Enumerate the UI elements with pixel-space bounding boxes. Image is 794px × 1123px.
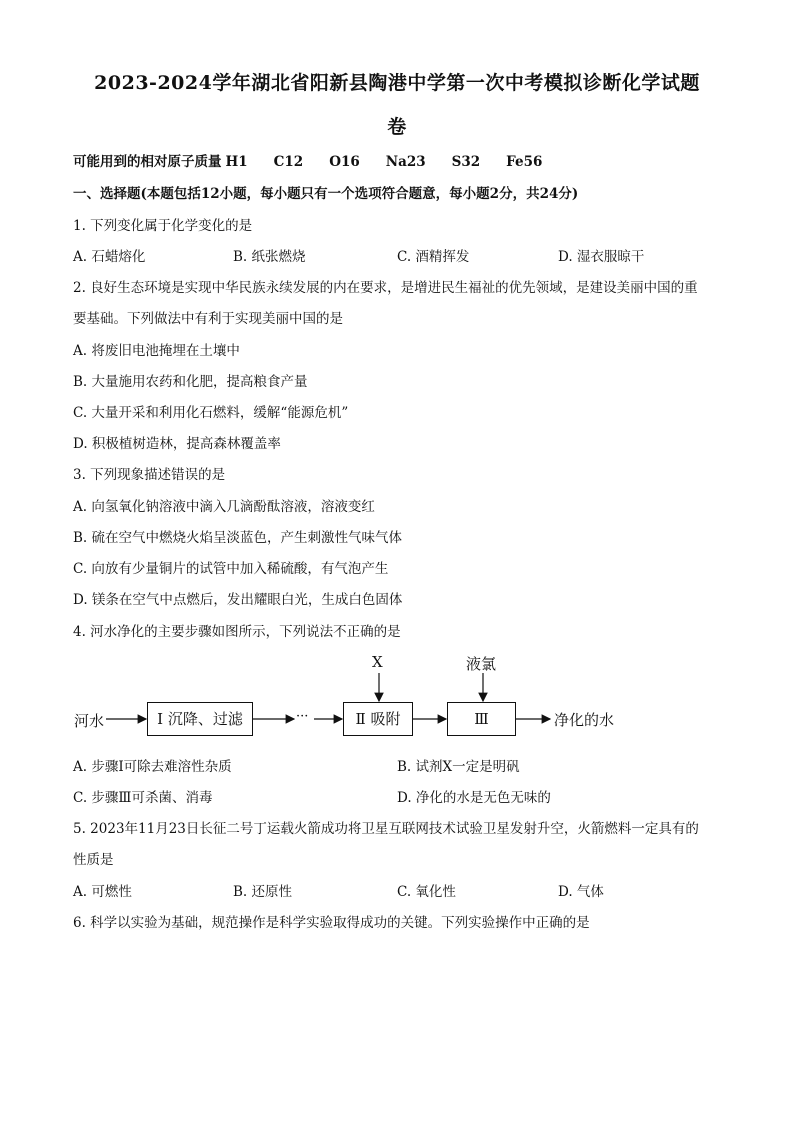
diagram-input-label: 河水 bbox=[74, 712, 105, 730]
question-6-stem: 6. 科学以实验为基础，规范操作是科学实验取得成功的关键。下列实验操作中正确的是 bbox=[73, 915, 590, 931]
question-4-option-d: D. 净化的水是无色无味的 bbox=[397, 790, 551, 806]
question-2-option-a: A. 将废旧电池掩埋在土壤中 bbox=[73, 343, 240, 359]
diagram-reagent-chlorine: 液氯 bbox=[466, 655, 497, 673]
question-4-option-b: B. 试剂X一定是明矾 bbox=[397, 759, 520, 775]
question-5-stem-line2: 性质是 bbox=[73, 852, 114, 868]
question-1-option-c: C. 酒精挥发 bbox=[397, 249, 470, 265]
diagram-step1-box: Ⅰ 沉降、过滤 bbox=[147, 702, 253, 736]
diagram-dots: ··· bbox=[296, 709, 309, 724]
question-2-option-b: B. 大量施用农药和化肥，提高粮食产量 bbox=[73, 374, 308, 390]
diagram-step3-box: Ⅲ bbox=[447, 702, 516, 736]
section-heading-choice: 一、选择题(本题包括12小题，每小题只有一个选项符合题意，每小题2分，共24分) bbox=[73, 186, 579, 202]
question-5-option-b: B. 还原性 bbox=[233, 884, 293, 900]
question-1-option-a: A. 石蜡熔化 bbox=[73, 249, 146, 265]
question-3-option-d: D. 镁条在空气中点燃后，发出耀眼白光，生成白色固体 bbox=[73, 592, 403, 608]
diagram-reagent-x: X bbox=[372, 653, 383, 671]
question-4-stem: 4. 河水净化的主要步骤如图所示，下列说法不正确的是 bbox=[73, 624, 401, 640]
question-3-option-c: C. 向放有少量铜片的试管中加入稀硫酸，有气泡产生 bbox=[73, 561, 389, 577]
diagram-step2-box: Ⅱ 吸附 bbox=[343, 702, 413, 736]
question-2-option-d: D. 积极植树造林，提高森林覆盖率 bbox=[73, 436, 281, 452]
question-1-option-d: D. 湿衣服晾干 bbox=[558, 249, 645, 265]
atomic-mass-c: C12 bbox=[273, 154, 304, 170]
question-5-option-d: D. 气体 bbox=[558, 884, 604, 900]
question-1-option-b: B. 纸张燃烧 bbox=[233, 249, 306, 265]
exam-title-line1: 2023-2024学年湖北省阳新县陶港中学第一次中考模拟诊断化学试题 bbox=[94, 72, 700, 94]
question-2-option-c: C. 大量开采和利用化石燃料，缓解“能源危机” bbox=[73, 405, 349, 421]
atomic-mass-s: S32 bbox=[451, 154, 481, 170]
question-4-option-c: C. 步骤Ⅲ可杀菌、消毒 bbox=[73, 790, 213, 806]
water-purification-diagram bbox=[70, 645, 630, 745]
question-3-stem: 3. 下列现象描述错误的是 bbox=[73, 467, 226, 483]
question-2-stem-line2: 要基础。下列做法中有利于实现美丽中国的是 bbox=[73, 311, 343, 327]
question-2-stem-line1: 2. 良好生态环境是实现中华民族永续发展的内在要求，是增进民生福祉的优先领域，是建设美丽中国的重 bbox=[73, 280, 698, 296]
question-1-stem: 1. 下列变化属于化学变化的是 bbox=[73, 218, 253, 234]
atomic-mass-fe: Fe56 bbox=[506, 154, 543, 170]
question-5-stem-line1: 5. 2023年11月23日长征二号丁运载火箭成功将卫星互联网技术试验卫星发射升空，火箭燃料一定具有的 bbox=[73, 821, 699, 837]
question-3-option-a: A. 向氢氧化钠溶液中滴入几滴酚酞溶液，溶液变红 bbox=[73, 499, 375, 515]
atomic-mass-o: O16 bbox=[329, 154, 360, 170]
exam-title-line2: 卷 bbox=[387, 116, 407, 138]
atomic-mass-na: Na23 bbox=[385, 154, 426, 170]
question-3-option-b: B. 硫在空气中燃烧火焰呈淡蓝色，产生刺激性气味气体 bbox=[73, 530, 403, 546]
question-5-option-c: C. 氧化性 bbox=[397, 884, 456, 900]
atomic-mass-h: H1 bbox=[225, 154, 248, 170]
question-5-option-a: A. 可燃性 bbox=[73, 884, 132, 900]
diagram-output-label: 净化的水 bbox=[554, 711, 615, 729]
question-4-option-a: A. 步骤Ⅰ可除去难溶性杂质 bbox=[73, 759, 232, 775]
atomic-mass-label: 可能用到的相对原子质量 bbox=[73, 154, 222, 170]
atomic-mass-line bbox=[73, 150, 568, 170]
